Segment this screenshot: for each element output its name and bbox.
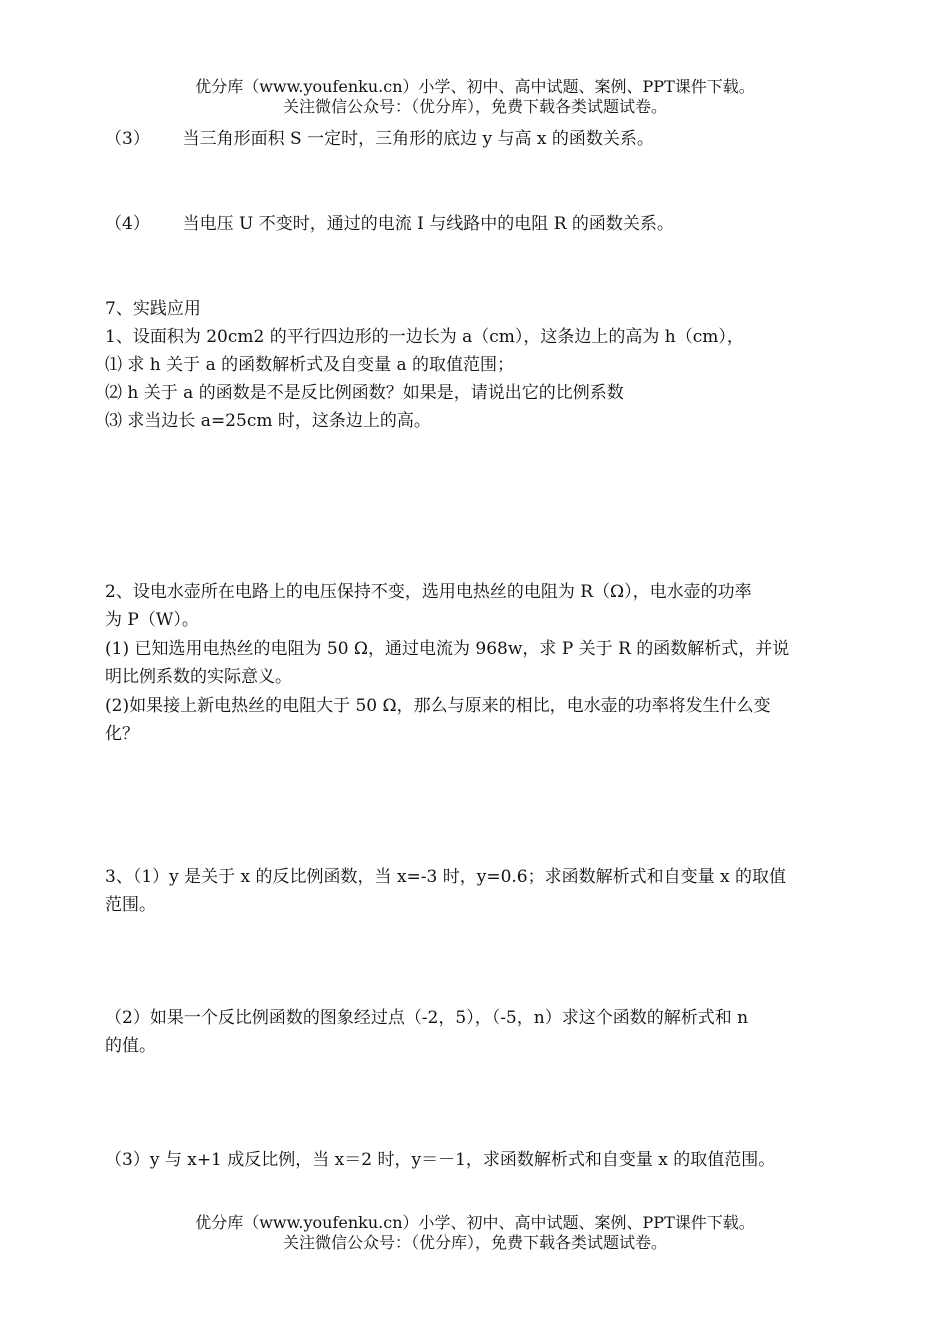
footer-line-2: 关注微信公众号：（优分库），免费下载各类试题试卷。 [282, 1233, 667, 1252]
section-7-title: 7、实践应用 [105, 299, 201, 319]
item-4 [105, 210, 850, 238]
footer-line-1: 优分库（www.youfenku.cn）小学、初中、高中试题、案例、PPT课件下载。 [195, 1213, 755, 1232]
problem-1-stem: 1、设面积为 20cm2 的平行四边形的一边长为 a（cm），这条边上的高为 h（cm）， [105, 327, 744, 347]
problem-2-part-2-line-2: 化？ [105, 724, 139, 744]
problem-1-part-3: ⑶ 求当边长 a=25cm 时，这条边上的高。 [105, 411, 431, 431]
header-line-1: 优分库（www.youfenku.cn）小学、初中、高中试题、案例、PPT课件下载。 [195, 77, 755, 96]
item-4-number: （4） [105, 214, 150, 234]
problem-1-part-1: ⑴ 求 h 关于 a 的函数解析式及自变量 a 的取值范围； [105, 355, 515, 375]
item-3-number: （3） [105, 129, 150, 149]
problem-2-part-1-line-1: (1) 已知选用电热丝的电阻为 50 Ω，通过电流为 968w，求 P 关于 R 的函数解析式，并说 [105, 639, 790, 659]
problem-1-part-2: ⑵ h 关于 a 的函数是不是反比例函数？如果是，请说出它的比例系数 [105, 383, 624, 403]
problem-3-part-2-line-1: （2）如果一个反比例函数的图象经过点（-2，5），（-5，n）求这个函数的解析式和 n [105, 1008, 749, 1028]
item-3 [105, 125, 850, 153]
page-header [0, 77, 950, 117]
problem-2-part-2-line-1: (2)如果接上新电热丝的电阻大于 50 Ω，那么与原来的相比，电水壶的功率将发生什么变 [105, 696, 771, 716]
problem-2-stem-line-1: 2、设电水壶所在电路上的电压保持不变，选用电热丝的电阻为 R（Ω），电水壶的功率 [105, 582, 752, 602]
header-line-2: 关注微信公众号：（优分库），免费下载各类试题试卷。 [282, 97, 667, 116]
item-3-text: 当三角形面积 S 一定时，三角形的底边 y 与高 x 的函数关系。 [182, 129, 654, 149]
problem-3-part-1-line-2: 范围。 [105, 895, 156, 915]
problem-3-part-2-line-2: 的值。 [105, 1036, 156, 1056]
item-4-text: 当电压 U 不变时，通过的电流 I 与线路中的电阻 R 的函数关系。 [182, 214, 674, 234]
problem-3-part-1-line-1: 3、（1）y 是关于 x 的反比例函数，当 x=-3 时，y=0.6；求函数解析式和自变量 x 的取值 [105, 867, 787, 887]
problem-2-stem-line-2: 为 P（W）。 [105, 610, 199, 630]
problem-2-part-1-line-2: 明比例系数的实际意义。 [105, 667, 292, 687]
page-footer [0, 1213, 950, 1253]
problem-3-part-3: （3）y 与 x+1 成反比例，当 x＝2 时，y＝－1，求函数解析式和自变量 x 的取值范围。 [105, 1150, 776, 1170]
